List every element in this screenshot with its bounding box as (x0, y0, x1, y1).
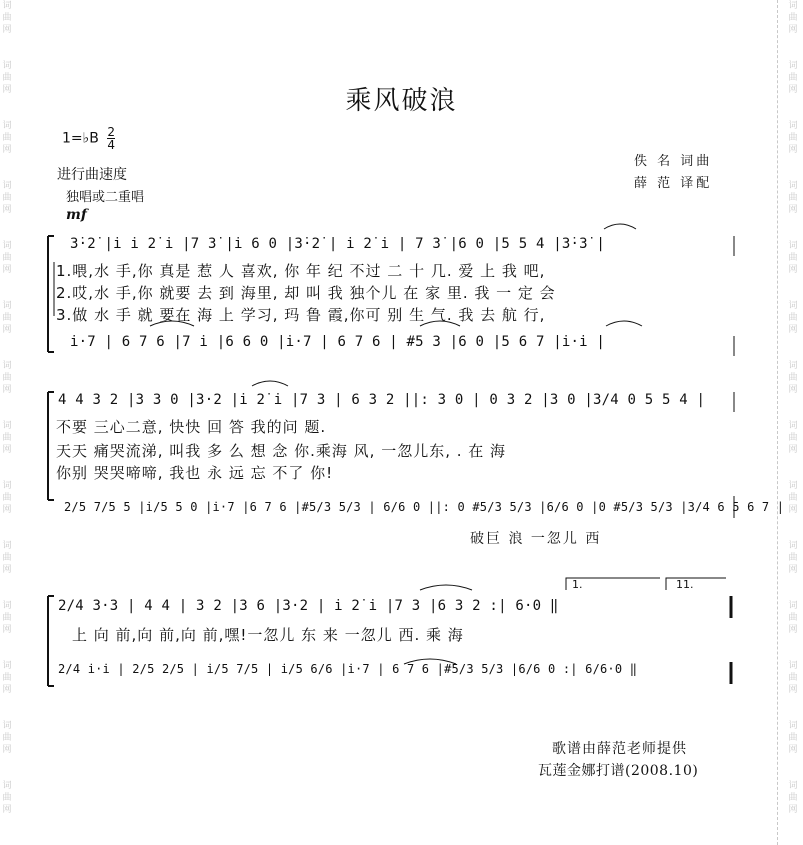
watermark-char: 网 (2, 685, 12, 695)
arranger-credit: 薛 范 译配 (634, 176, 713, 191)
watermark-char: 词 (788, 601, 798, 611)
watermark-char: 曲 (788, 493, 798, 503)
watermark-char: 词 (788, 361, 798, 371)
watermark-char: 网 (2, 445, 12, 455)
watermark-char: 网 (788, 505, 798, 515)
key-text: 1=♭B (62, 130, 99, 147)
watermark-char: 词 (788, 241, 798, 251)
watermark-char: 网 (2, 325, 12, 335)
provider-note: 歌谱由薛范老师提供 (552, 741, 687, 757)
time-top: 2 (107, 125, 115, 139)
volta-2-bracket (666, 578, 726, 590)
watermark-char: 网 (2, 205, 12, 215)
watermark-char: 网 (788, 85, 798, 95)
system1-harmony: i̇·7 | 6 7 6 |7 i̇ |6 6 0 |i̇·7 | 6 7 6 | #5 3 |6 0 |5 6 7 |i̇·i̇ | (70, 334, 605, 350)
watermark-char: 词 (788, 661, 798, 671)
time-bottom: 4 (107, 138, 115, 152)
watermark-char: 词 (788, 721, 798, 731)
system1-lyrics-verse1: 1.喂,水 手,你 真是 惹 人 喜欢, 你 年 纪 不过 二 十 几. 爱 上 我 吧, (56, 262, 546, 280)
lyrics-music-credit: 佚 名 词曲 (634, 154, 713, 169)
watermark-char: 网 (788, 745, 798, 755)
watermark-char: 网 (788, 145, 798, 155)
watermark-char: 网 (788, 25, 798, 35)
watermark-char: 网 (788, 445, 798, 455)
watermark-char: 词 (788, 181, 798, 191)
system2-lyrics-verse2: 天天 痛哭流涕, 叫我 多 么 想 念 你.乘海 风, 一忽儿东, . 在 海 (56, 442, 507, 460)
watermark-char: 曲 (788, 313, 798, 323)
watermark-char: 曲 (2, 493, 12, 503)
watermark-char: 网 (2, 505, 12, 515)
watermark-char: 网 (2, 25, 12, 35)
watermark-char: 网 (788, 625, 798, 635)
watermark-char: 曲 (2, 133, 12, 143)
system2-harmony-lyrics: 破巨 浪 一忽儿 西 (470, 531, 602, 547)
watermark-char: 词 (788, 781, 798, 791)
system1-melody: 3̇·2̇ |i̇ i̇ 2̇ i̇ |7 3̇ |i̇ 6 0 |3̇·2̇ | i̇ 2̇ i̇ | 7 3̇ |6 0 |5 5 4 |3̇·3̇ | (70, 236, 605, 252)
system2-harmony: 2/5 7/5 5 |i̇/5 5 0 |i̇·7 |6 7 6 |#5/3 5/3 | 6/6 0 ||: 0 #5/3 5/3 |6/6 0 |0 #5/3 5/3 |3/4 6 5 6 7 | (64, 500, 785, 514)
watermark-char: 曲 (2, 433, 12, 443)
watermark-char: 曲 (2, 373, 12, 383)
system3-melody: 2/4 3·3 | 4 4 | 3 2 |3 6 |3·2 | i̇ 2̇ i̇ |7 3 |6 3 2 :| 6·0 ‖ (58, 598, 559, 614)
watermark-char: 词 (2, 481, 12, 491)
watermark-char: 曲 (788, 13, 798, 23)
watermark-char: 网 (788, 385, 798, 395)
watermark-char: 曲 (2, 73, 12, 83)
watermark-char: 词 (788, 421, 798, 431)
volta-1-label: 1. (572, 578, 583, 591)
watermark-char: 曲 (2, 613, 12, 623)
watermark-char: 网 (2, 145, 12, 155)
watermark-char: 词 (2, 541, 12, 551)
watermark-char: 词 (2, 1, 12, 11)
watermark-char: 词 (2, 781, 12, 791)
voicing-note: 独唱或二重唱 (66, 190, 145, 205)
watermark-char: 网 (2, 385, 12, 395)
typesetter-note: 瓦莲金娜打谱(2008.10) (538, 763, 699, 779)
system3-lyrics: 上 向 前,向 前,向 前,嘿!一忽儿 东 来 一忽儿 西. 乘 海 (72, 626, 464, 644)
watermark-char: 网 (2, 625, 12, 635)
watermark-char: 曲 (788, 193, 798, 203)
watermark-char: 网 (788, 325, 798, 335)
watermark-char: 词 (2, 421, 12, 431)
watermark-char: 曲 (788, 73, 798, 83)
system2-melody: 4 4 3 2 |3 3 0 |3·2 |i̇ 2̇ i̇ |7 3 | 6 3 2 ||: 3 0 | 0 3 2 |3 0 |3/4 0 5 5 4 | (58, 392, 706, 408)
watermark-char: 词 (788, 541, 798, 551)
watermark-char: 词 (788, 61, 798, 71)
watermark-char: 词 (2, 241, 12, 251)
system2-lyrics-verse3: 你别 哭哭啼啼, 我也 永 远 忘 不了 你! (56, 464, 334, 482)
watermark-char: 曲 (2, 313, 12, 323)
watermark-char: 曲 (2, 253, 12, 263)
watermark-char: 词 (2, 601, 12, 611)
watermark-char: 曲 (788, 373, 798, 383)
watermark-char: 网 (2, 565, 12, 575)
watermark-char: 词 (2, 301, 12, 311)
watermark-char: 曲 (788, 793, 798, 803)
watermark-char: 曲 (788, 253, 798, 263)
watermark-char: 曲 (788, 553, 798, 563)
watermark-char: 网 (2, 265, 12, 275)
system1-lyrics-verse2: 2.哎,水 手,你 就要 去 到 海里, 却 叫 我 独个儿 在 家 里. 我 一 定 会 (56, 284, 556, 302)
system3-harmony: 2/4 i̇·i̇ | 2/5 2/5 | i̇/5 7/5 | i̇/5 6/6 |i̇·7 | 6 7 6 |#5/3 5/3 |6/6 0 :| 6/6·0 ‖ (58, 662, 638, 676)
watermark-char: 词 (788, 301, 798, 311)
watermark-char: 词 (2, 721, 12, 731)
watermark-char: 曲 (2, 793, 12, 803)
watermark-char: 网 (788, 265, 798, 275)
watermark-char: 词 (2, 181, 12, 191)
watermark-char: 曲 (2, 13, 12, 23)
watermark-char: 词 (788, 121, 798, 131)
system1-lyrics-verse3: 3.做 水 手 就 要在 海 上 学习, 玛 鲁 霞,你可 别 生 气. 我 去 航 行, (56, 306, 546, 324)
watermark-char: 词 (2, 61, 12, 71)
watermark-char: 网 (788, 205, 798, 215)
watermark-char: 曲 (788, 613, 798, 623)
volta-2-label: 11. (676, 578, 694, 591)
watermark-char: 网 (2, 805, 12, 815)
watermark-char: 曲 (788, 733, 798, 743)
watermark-char: 词 (2, 121, 12, 131)
watermark-char: 网 (788, 565, 798, 575)
watermark-char: 词 (2, 361, 12, 371)
tempo-marking: 进行曲速度 (57, 167, 127, 183)
watermark-char: 曲 (2, 733, 12, 743)
watermark-char: 曲 (2, 193, 12, 203)
dynamic-marking: mf (66, 207, 87, 223)
watermark-char: 词 (788, 481, 798, 491)
watermark-char: 曲 (2, 553, 12, 563)
watermark-char: 曲 (788, 673, 798, 683)
watermark-char: 网 (2, 745, 12, 755)
watermark-char: 曲 (788, 433, 798, 443)
watermark-char: 网 (2, 85, 12, 95)
system2-lyrics-verse1: 不要 三心二意, 快快 回 答 我的问 题. (56, 418, 327, 436)
watermark-char: 网 (788, 805, 798, 815)
watermark-char: 网 (788, 685, 798, 695)
song-title: 乘风破浪 (345, 86, 458, 116)
watermark-char: 曲 (2, 673, 12, 683)
watermark-char: 词 (2, 661, 12, 671)
watermark-char: 曲 (788, 133, 798, 143)
watermark-char: 词 (788, 1, 798, 11)
